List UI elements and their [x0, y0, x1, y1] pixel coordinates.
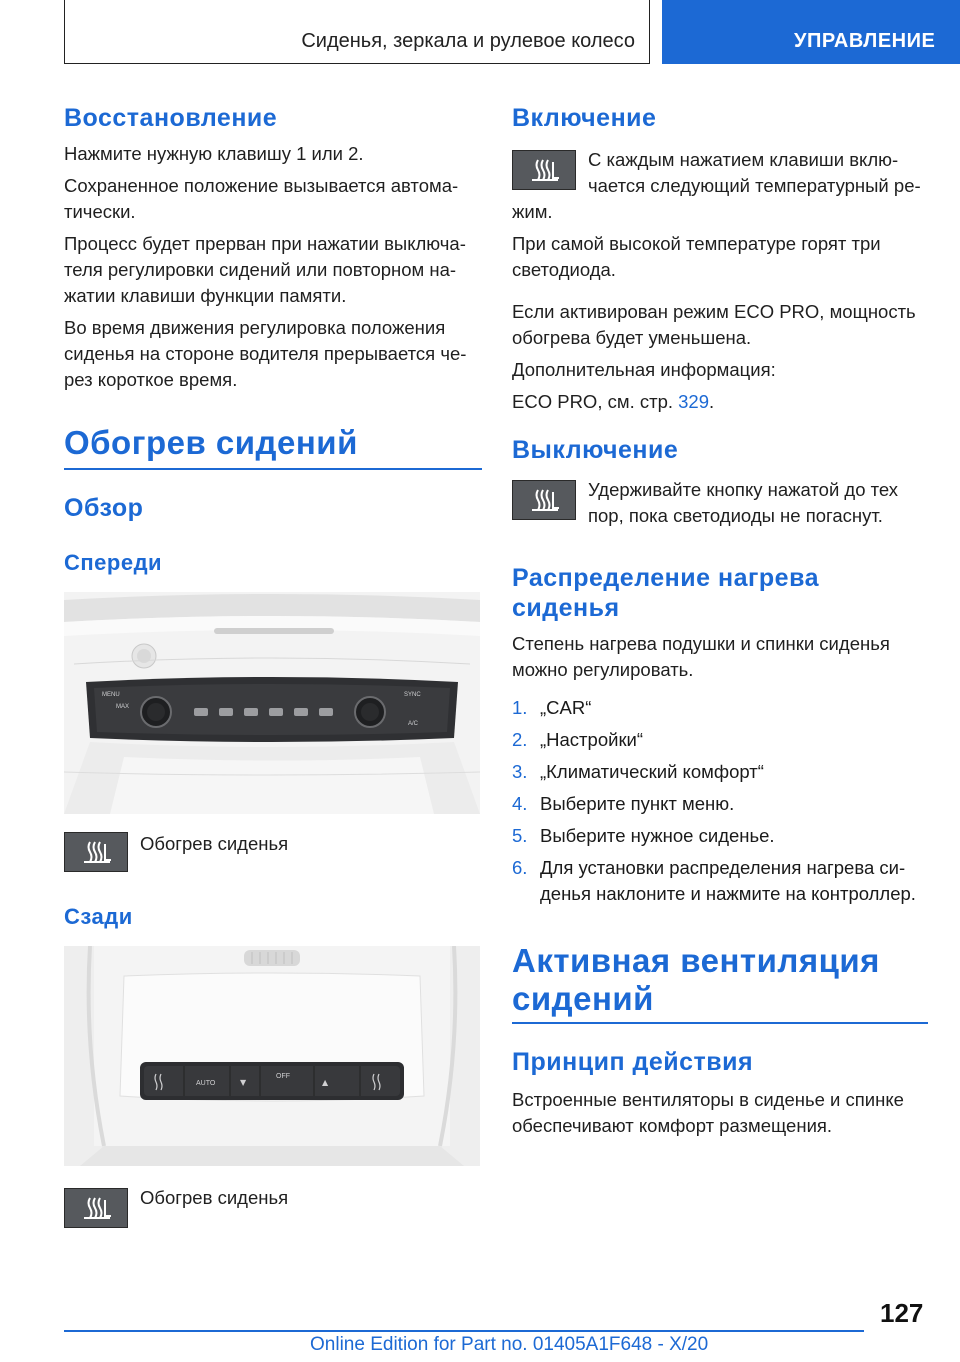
- on-paragraph-3b: обогрева будет уменьшена.: [512, 327, 752, 348]
- distribution-heading-b: сиденья: [512, 594, 620, 622]
- front-panel-sync-label: SYNC: [404, 692, 421, 698]
- list-item-number: 1.: [512, 697, 528, 718]
- list-item-text: Выберите пункт меню.: [540, 793, 735, 814]
- header-section-title: Сиденья, зеркала и рулевое колесо: [301, 30, 635, 52]
- on-seat-heating-button: [512, 150, 576, 190]
- rear-icon-label: Обогрев сиденья: [140, 1187, 289, 1208]
- list-item-number: 3.: [512, 761, 528, 782]
- list-item-number: 5.: [512, 825, 528, 846]
- header-chapter-label: УПРАВЛЕНИЕ: [794, 30, 936, 52]
- principle-paragraph-1b: обеспечивают комфорт размещения.: [512, 1115, 833, 1136]
- front-seat-heating-button: [64, 832, 128, 872]
- on-paragraph-5: [512, 388, 714, 416]
- footer-edition: Online Edition for Part no. 01405A1F648 - X/20: [310, 1334, 709, 1355]
- on-paragraph-1c: жим.: [512, 201, 553, 222]
- seat-heating-icon: [81, 838, 113, 866]
- on-paragraph-4: Дополнительная информация:: [512, 359, 776, 380]
- rear-panel-illustration: [64, 946, 480, 1166]
- off-heading: Выключение: [512, 436, 679, 464]
- restore-paragraph-2a: Сохраненное положение вызывается автома-: [64, 175, 459, 196]
- list-item-text: „Климатический комфорт“: [540, 761, 764, 782]
- front-heading: Спереди: [64, 550, 163, 575]
- off-paragraph-1a: Удерживайте кнопку нажатой до тех: [588, 479, 899, 500]
- footer-rule: [64, 1330, 864, 1332]
- header-section-box: [64, 0, 650, 64]
- front-panel-ac-label: A/C: [408, 721, 419, 727]
- restore-paragraph-4c: рез короткое время.: [64, 369, 238, 390]
- restore-paragraph-1: Нажмите нужную клавишу 1 или 2.: [64, 143, 364, 164]
- rear-panel-up-arrow: ▲: [322, 1078, 329, 1087]
- list-item-number: 2.: [512, 729, 528, 750]
- distribution-paragraph-1b: можно регулировать.: [512, 659, 694, 680]
- list-item-text: денья наклоните и нажмите на контроллер.: [540, 883, 916, 904]
- distribution-heading-a: Распределение нагрева: [512, 564, 820, 592]
- front-panel-max-label: MAX: [116, 704, 130, 710]
- restore-paragraph-4a: Во время движения регулировка положения: [64, 317, 446, 338]
- section-rule: [512, 1022, 928, 1024]
- on-paragraph-2b: светодиода.: [512, 259, 616, 280]
- front-panel-illustration: [64, 592, 480, 814]
- list-item-text: „CAR“: [540, 697, 592, 718]
- on-paragraph-1b: чается следующий температурный ре-: [588, 175, 921, 196]
- restore-paragraph-3c: жатии клавиши функции памяти.: [64, 285, 347, 306]
- off-seat-heating-button: [512, 480, 576, 520]
- rear-panel-auto-label: AUTO: [196, 1080, 216, 1087]
- front-climate-panel-photo: [64, 592, 480, 814]
- principle-heading: Принцип действия: [512, 1048, 754, 1076]
- on-heading: Включение: [512, 104, 657, 132]
- list-item-text: Выберите нужное сиденье.: [540, 825, 775, 846]
- list-item-text: „Настройки“: [540, 729, 644, 750]
- on-paragraph-2a: При самой высокой температуре горят три: [512, 233, 881, 254]
- restore-paragraph-2b: тически.: [64, 201, 136, 222]
- rear-panel-off-label: OFF: [276, 1073, 290, 1080]
- page-link-329[interactable]: 329: [678, 391, 710, 412]
- seat-heating-heading: Обогрев сидений: [64, 424, 358, 461]
- list-item-text: Для установки распределения нагрева си-: [540, 857, 906, 878]
- restore-paragraph-4b: сиденья на стороне водителя прерывается че-: [64, 343, 467, 364]
- overview-heading: Обзор: [64, 494, 144, 522]
- ventilation-heading-a: Активная вентиляция: [512, 942, 880, 979]
- section-rule: [64, 468, 482, 470]
- list-item-number: 4.: [512, 793, 528, 814]
- distribution-paragraph-1a: Степень нагрева подушки и спинки сиденья: [512, 633, 890, 654]
- restore-paragraph-3b: теля регулировки сидений или повторном на-: [64, 259, 457, 280]
- list-item: [512, 854, 930, 910]
- rear-panel-down-arrow: ▼: [240, 1078, 247, 1087]
- list-item-number: 6.: [512, 857, 528, 878]
- seat-heating-icon: [529, 156, 561, 184]
- header-chapter-tab[interactable]: [662, 0, 960, 64]
- restore-heading: Восстановление: [64, 104, 278, 132]
- seat-heating-icon: [529, 486, 561, 514]
- ventilation-heading-b: сидений: [512, 980, 654, 1017]
- rear-climate-panel-photo: [64, 946, 480, 1166]
- rear-heading: Сзади: [64, 904, 133, 929]
- on-paragraph-1a: С каждым нажатием клавиши вклю-: [588, 149, 899, 170]
- seat-heating-icon: [81, 1194, 113, 1222]
- front-panel-menu-label: MENU: [102, 692, 120, 698]
- principle-paragraph-1a: Встроенные вентиляторы в сиденье и спинке: [512, 1089, 904, 1110]
- page-number: 127: [880, 1298, 924, 1328]
- front-icon-label: Обогрев сиденья: [140, 833, 289, 854]
- on-paragraph-3a: Если активирован режим ECO PRO, мощность: [512, 301, 916, 322]
- restore-paragraph-3a: Процесс будет прерван при нажатии выключа-: [64, 233, 466, 254]
- rear-seat-heating-button: [64, 1188, 128, 1228]
- eco-pro-reference-end: .: [709, 391, 715, 412]
- off-paragraph-1b: пор, пока светодиоды не погаснут.: [588, 505, 883, 526]
- eco-pro-reference: ECO PRO, см. стр.: [512, 391, 673, 412]
